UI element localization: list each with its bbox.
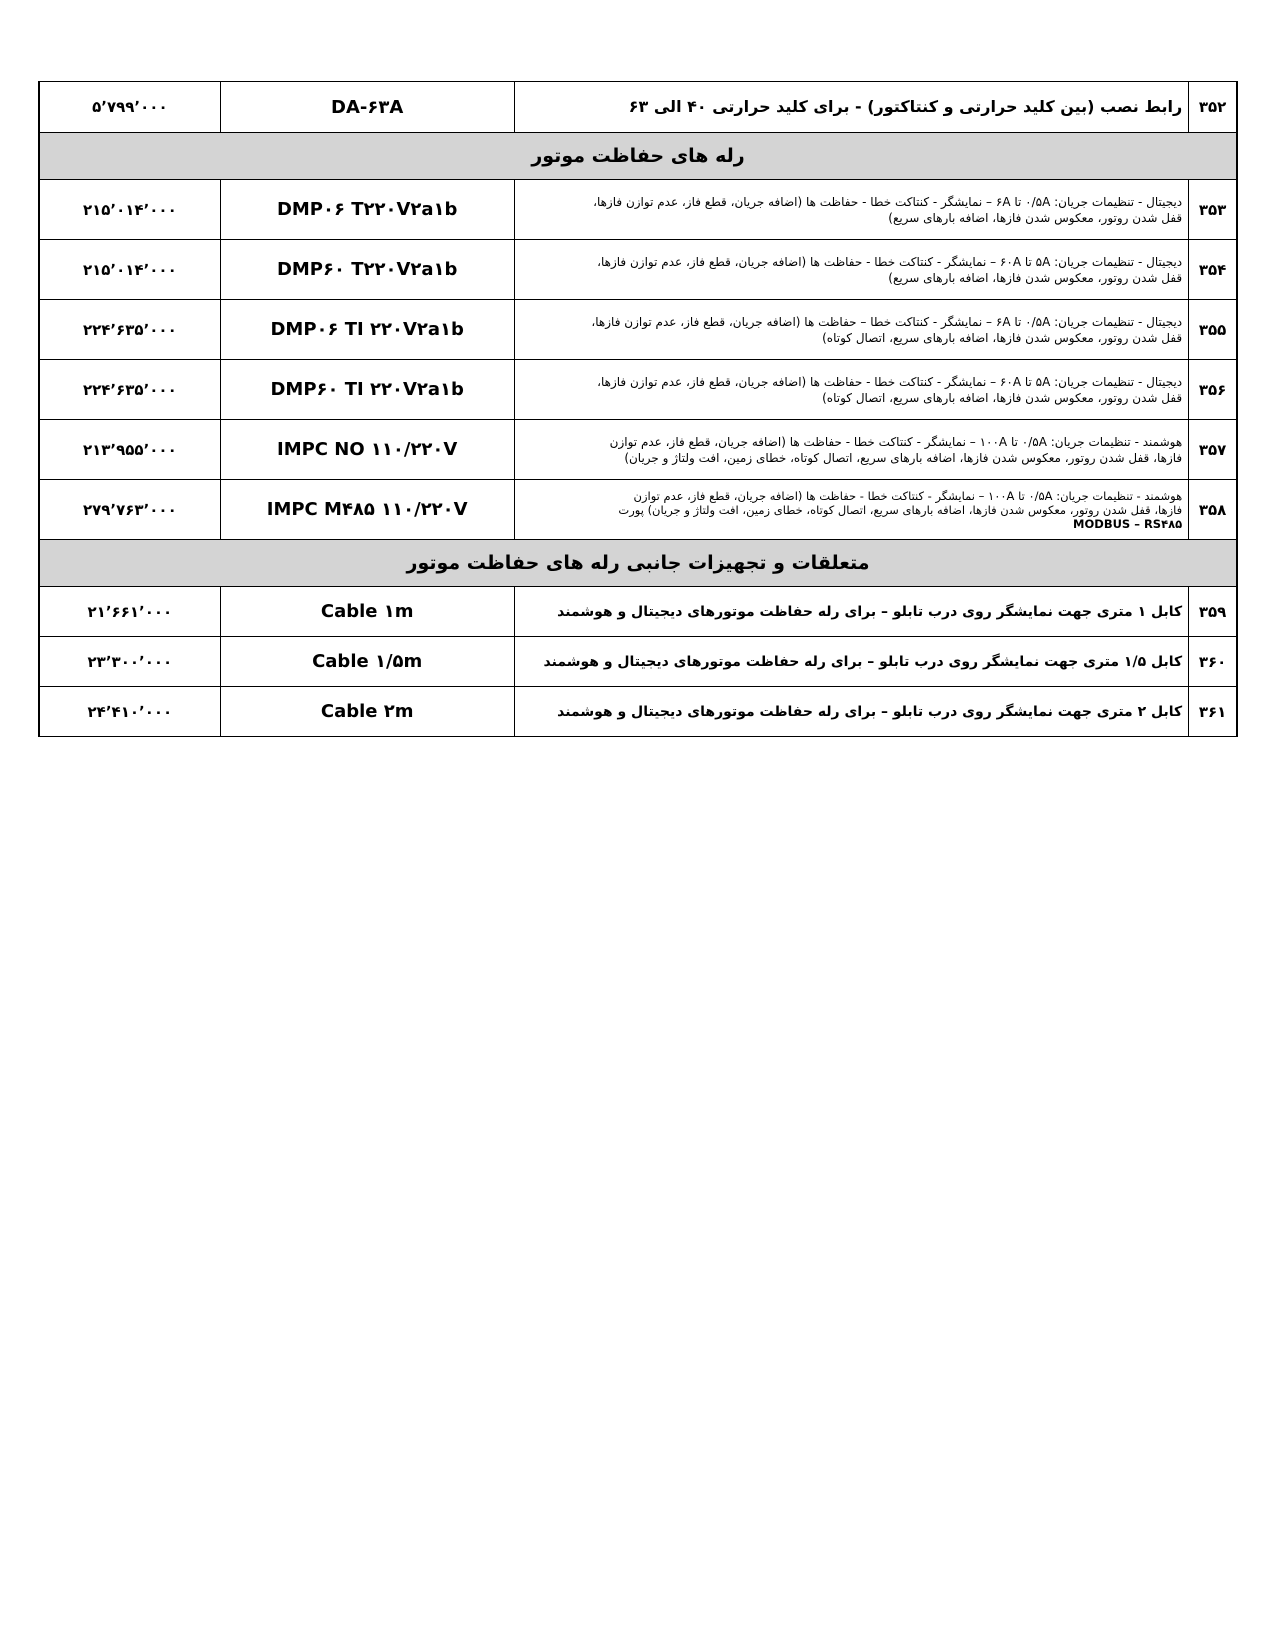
table-row — [39, 360, 1237, 420]
row-number: ۳۵۶ — [1189, 360, 1237, 420]
row-number: ۳۵۸ — [1189, 480, 1237, 540]
model-cell: DMP۶۰ T۲۲۰V۲a۱b — [220, 240, 514, 300]
table-row — [39, 480, 1237, 540]
price-cell: ۲۲۴٬۶۳۵٬۰۰۰ — [39, 360, 220, 420]
price-cell: ۲۱۵٬۰۱۴٬۰۰۰ — [39, 240, 220, 300]
row-number: ۳۵۴ — [1189, 240, 1237, 300]
price-cell: ۲۱۳٬۹۵۵٬۰۰۰ — [39, 420, 220, 480]
description-cell — [514, 240, 1189, 300]
section-title: متعلقات و تجهیزات جانبی رله های حفاظت موتور — [39, 540, 1237, 587]
section-title: رله های حفاظت موتور — [39, 133, 1237, 180]
price-cell: ۲۱٬۶۶۱٬۰۰۰ — [39, 587, 220, 637]
price-cell: ۲۲۴٬۶۳۵٬۰۰۰ — [39, 300, 220, 360]
description-cell — [514, 82, 1189, 133]
section-header-row — [39, 133, 1237, 180]
model-cell: Cable ۲m — [220, 687, 514, 737]
table-row — [39, 687, 1237, 737]
price-cell: ۲۱۵٬۰۱۴٬۰۰۰ — [39, 180, 220, 240]
model-cell: IMPC M۴۸۵ ۱۱۰/۲۲۰V — [220, 480, 514, 540]
row-number: ۳۵۲ — [1189, 82, 1237, 133]
description-line: MODBUS – RS۴۸۵ — [1073, 516, 1183, 531]
model-cell: DA-۶۳A — [220, 82, 514, 133]
description-line: فازها، قفل شدن روتور، معکوس شدن فازها، اضافه بارهای سریع، اتصال کوتاه، خطای زمین، افت ولتاژ و جریان) پورت — [618, 502, 1183, 517]
section-header-row — [39, 540, 1237, 587]
table-row — [39, 420, 1237, 480]
row-number: ۳۶۱ — [1189, 687, 1237, 737]
description-line: دیجیتال - تنظیمات جریان: ۰/۵A تا ۶A – نمایشگر - کنتاکت خطا – حفاظت ها (اضافه جریان، قطع فاز، عدم توازن فازها، — [591, 314, 1183, 329]
row-number: ۳۵۹ — [1189, 587, 1237, 637]
description-cell — [514, 587, 1189, 637]
table-row — [39, 300, 1237, 360]
description-cell — [514, 420, 1189, 480]
description-line: فازها، قفل شدن روتور، معکوس شدن فازها، اضافه بارهای سریع، اتصال کوتاه، خطای زمین، افت ولتاژ و جریان) — [624, 450, 1183, 465]
table-row — [39, 82, 1237, 133]
description-cell — [514, 180, 1189, 240]
description-line: هوشمند - تنظیمات جریان: ۰/۵A تا ۱۰۰A – نمایشگر - کنتاکت خطا - حفاظت ها (اضافه جریان، قطع فاز، عدم توازن — [609, 434, 1183, 449]
description-cell — [514, 687, 1189, 737]
table-row — [39, 240, 1237, 300]
price-cell: ۲۷۹٬۷۶۳٬۰۰۰ — [39, 480, 220, 540]
row-number: ۳۵۳ — [1189, 180, 1237, 240]
price-cell: ۲۳٬۳۰۰٬۰۰۰ — [39, 637, 220, 687]
model-cell: IMPC NO ۱۱۰/۲۲۰V — [220, 420, 514, 480]
row-number: ۳۵۵ — [1189, 300, 1237, 360]
description-line: کابل ۲ متری جهت نمایشگر روی درب تابلو – برای رله حفاظت موتورهای دیجیتال و هوشمند — [557, 703, 1183, 720]
description-line: دیجیتال - تنظیمات جریان: ۵A تا ۶۰A – نمایشگر - کنتاکت خطا - حفاظت ها (اضافه جریان، قطع فاز، عدم توازن فازها، — [597, 254, 1183, 269]
description-line: قفل شدن روتور، معکوس شدن فازها، اضافه بارهای سریع، اتصال کوتاه) — [822, 330, 1183, 345]
price-cell: ۲۴٬۴۱۰٬۰۰۰ — [39, 687, 220, 737]
description-line: رابط نصب (بین کلید حرارتی و کنتاکتور) - برای کلید حرارتی ۴۰ الی ۶۳ — [628, 97, 1183, 116]
table-row — [39, 637, 1237, 687]
price-cell: ۵٬۷۹۹٬۰۰۰ — [39, 82, 220, 133]
row-number: ۳۶۰ — [1189, 637, 1237, 687]
row-number: ۳۵۷ — [1189, 420, 1237, 480]
price-list-table — [38, 81, 1238, 737]
description-cell — [514, 480, 1189, 540]
description-cell — [514, 637, 1189, 687]
table-row — [39, 587, 1237, 637]
model-cell: DMP۰۶ TI ۲۲۰V۲a۱b — [220, 300, 514, 360]
description-line: کابل ۱ متری جهت نمایشگر روی درب تابلو – برای رله حفاظت موتورهای دیجیتال و هوشمند — [557, 603, 1183, 620]
model-cell: Cable ۱m — [220, 587, 514, 637]
description-line: دیجیتال - تنظیمات جریان: ۵A تا ۶۰A – نمایشگر - کنتاکت خطا - حفاظت ها (اضافه جریان، قطع فاز، عدم توازن فازها، — [597, 374, 1183, 389]
description-cell — [514, 360, 1189, 420]
description-line: قفل شدن روتور، معکوس شدن فازها، اضافه بارهای سریع، اتصال کوتاه) — [822, 390, 1183, 405]
description-cell — [514, 300, 1189, 360]
model-cell: DMP۶۰ TI ۲۲۰V۲a۱b — [220, 360, 514, 420]
description-line: هوشمند - تنظیمات جریان: ۰/۵A تا ۱۰۰A – نمایشگر - کنتاکت خطا - حفاظت ها (اضافه جریان، قطع فاز، عدم توازن — [633, 488, 1183, 503]
model-cell: DMP۰۶ T۲۲۰V۲a۱b — [220, 180, 514, 240]
description-line: کابل ۱/۵ متری جهت نمایشگر روی درب تابلو – برای رله حفاظت موتورهای دیجیتال و هوشمند — [543, 653, 1183, 670]
table-row — [39, 180, 1237, 240]
description-line: قفل شدن روتور، معکوس شدن فازها، اضافه بارهای سریع) — [888, 210, 1183, 225]
description-line: دیجیتال - تنظیمات جریان: ۰/۵A تا ۶A – نمایشگر - کنتاکت خطا - حفاظت ها (اضافه جریان، قطع فاز، عدم توازن فازها، — [593, 194, 1183, 209]
description-line: قفل شدن روتور، معکوس شدن فازها، اضافه بارهای سریع) — [888, 270, 1183, 285]
model-cell: Cable ۱/۵m — [220, 637, 514, 687]
